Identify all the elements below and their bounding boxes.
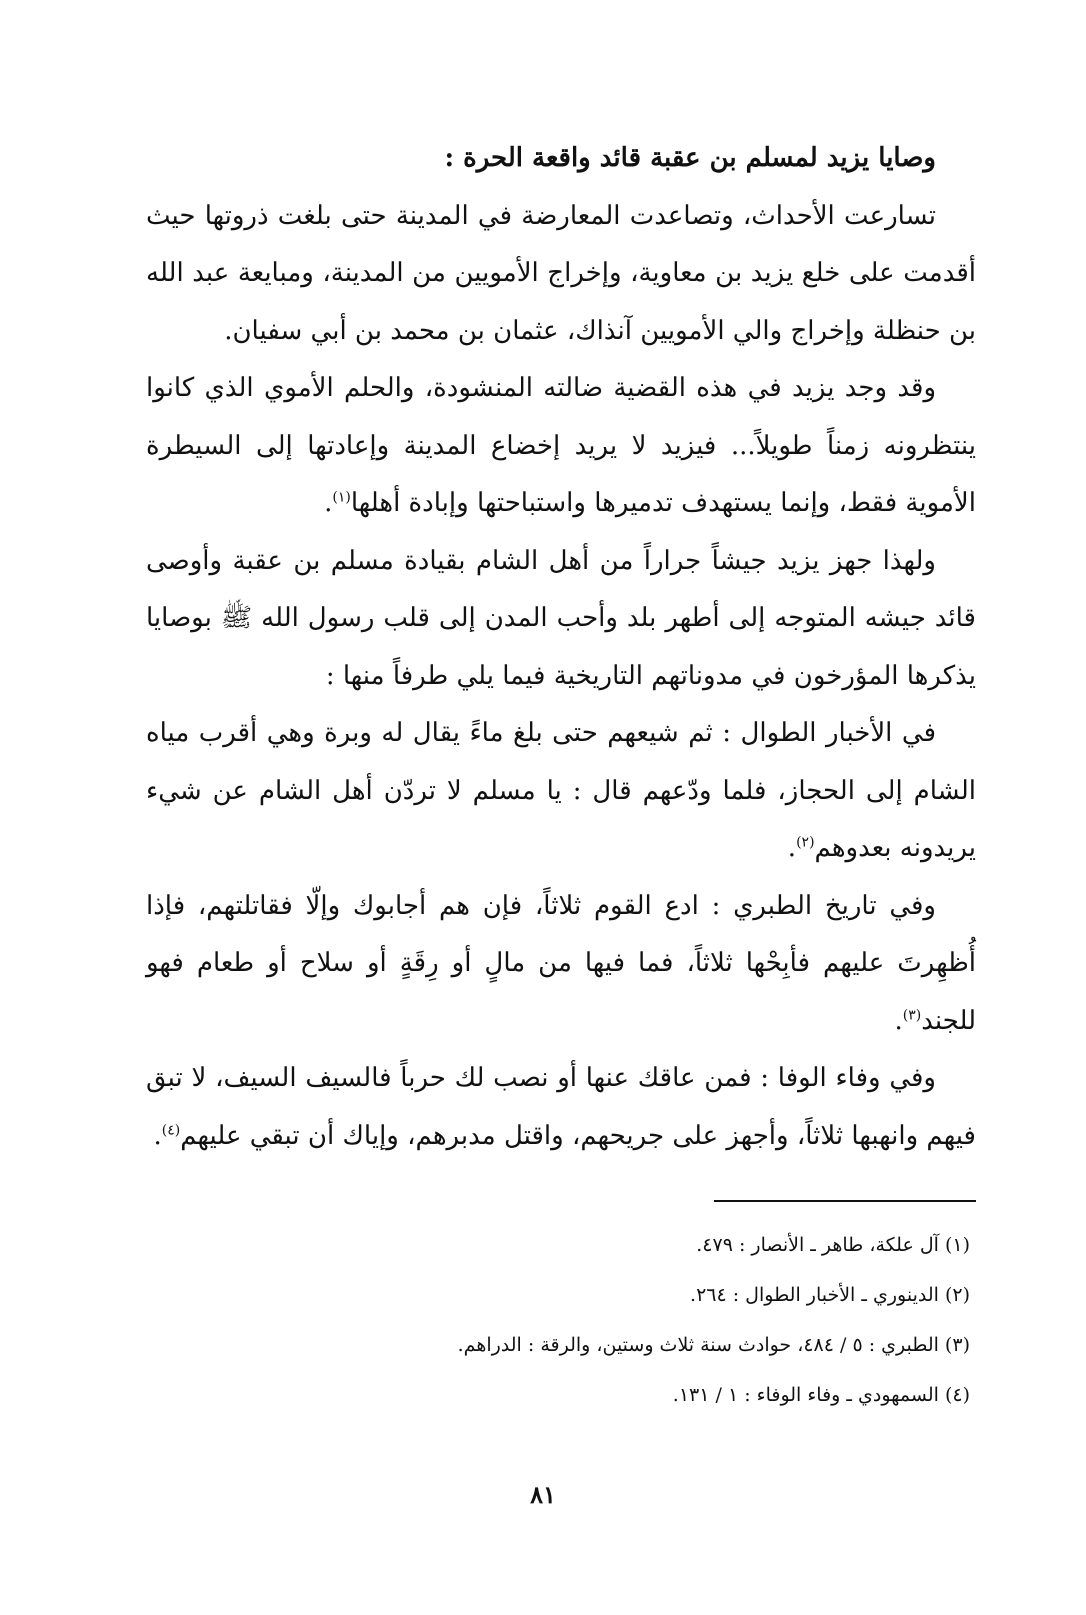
paragraph: وفي تاريخ الطبري : ادع القوم ثلاثاً، فإن هم أجابوك وإلّا فقاتلتهم، فإذا أُظهِرتَ عليهم فأبِحْها ثلاثاً، فما فيها من مالٍ أو رِقَةٍ أو سلاح أو طعام فهو للجند$^{(٣)}$. <box>146 890 976 1036</box>
main-text <box>146 130 976 1165</box>
paragraph: في الأخبار الطوال : ثم شيعهم حتى بلغ ماءً يقال له وبرة وهي أقرب مياه الشام إلى الحجاز، فلما ودّعهم قال : يا مسلم لا تردّن أهل الشام عن شيء يريدونه بعدوهم$^{(٢)}$. <box>146 718 976 863</box>
page-number: ٨١ <box>530 1480 556 1509</box>
footnote-ref: (٢) <box>796 834 815 851</box>
footnote-ref: (١) <box>332 489 351 506</box>
paragraph: وفي وفاء الوفا : فمن عاقك عنها أو نصب لك حرباً فالسيف السيف، لا تبق فيهم وانهبها ثلاثاً، وأجهز على جريحهم، واقتل مدبرهم، وإياك أن تبقي عليهم$^{(٤)}$. <box>146 1063 976 1151</box>
section-heading: وصايا يزيد لمسلم بن عقبة قائد واقعة الحرة : <box>444 143 936 173</box>
footnote: (٣) الطبري : ٥ / ٤٨٤، حوادث سنة ثلاث وستين، والرقة : الدراهم. <box>457 1334 970 1356</box>
paragraph: ولهذا جهز يزيد جيشاً جراراً من أهل الشام بقيادة مسلم بن عقبة وأوصى قائد جيشه المتوجه إلى أطهر بلد وأحب المدن إلى قلب رسول الله ﷺ بوصايا يذكرها المؤرخون في مدوناتهم التاريخية فيما يلي طرفاً منها : <box>146 545 976 691</box>
footnotes <box>146 1220 976 1420</box>
footnote-ref: (٤) <box>161 1121 181 1138</box>
footnote-divider <box>714 1200 976 1202</box>
footnote: (١) آل علكة، طاهر ـ الأنصار : ٤٧٩. <box>696 1234 970 1256</box>
footnote: (٢) الدينوري ـ الأخبار الطوال : ٢٦٤. <box>690 1284 970 1306</box>
paragraph: وقد وجد يزيد في هذه القضية ضالته المنشودة، والحلم الأموي الذي كانوا ينتظرونه زمناً طويلاً... فيزيد لا يريد إخضاع المدينة وإعادتها إلى السيطرة الأموية فقط، وإنما يستهدف تدميرها واستباحتها وإبادة أهلها$^{(١)}$. <box>146 373 976 518</box>
footnote: (٤) السمهودي ـ وفاء الوفاء : ١ / ١٣١. <box>672 1384 970 1406</box>
paragraph: تسارعت الأحداث، وتصاعدت المعارضة في المدينة حتى بلغت ذروتها حيث أقدمت على خلع يزيد بن معاوية، وإخراج الأمويين من المدينة، ومبايعة عبد الله بن حنظلة وإخراج والي الأمويين آنذاك، عثمان بن محمد بن أبي سفيان. <box>146 200 976 346</box>
footnote-ref: (٣) <box>902 1006 922 1023</box>
